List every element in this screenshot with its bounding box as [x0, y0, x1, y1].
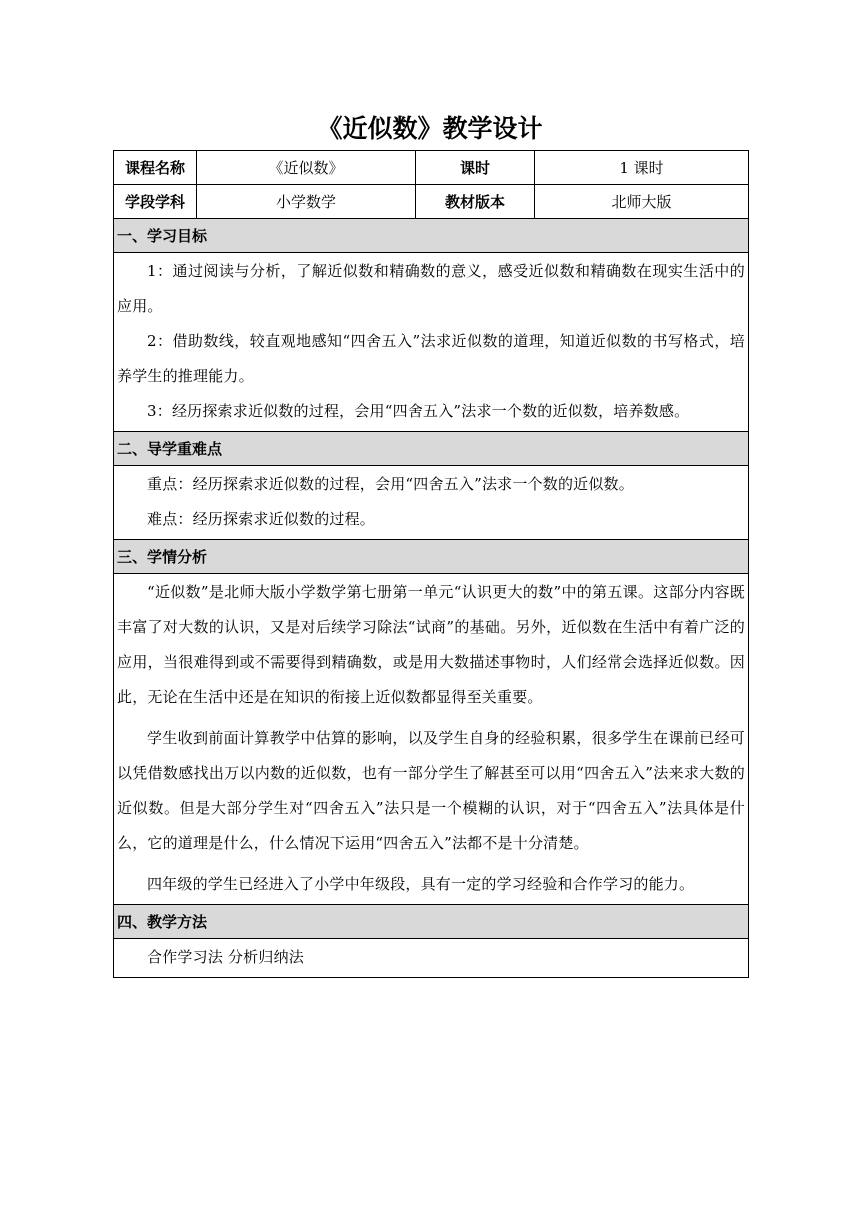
textbook-edition-value: 北师大版 [535, 185, 749, 219]
info-row-course [114, 151, 749, 185]
document-title: 《近似数》教学设计 [317, 114, 543, 143]
lesson-plan-table [113, 150, 749, 978]
paragraph: 合作学习法 分析归纳法 [147, 948, 304, 966]
section-content [114, 253, 749, 432]
section-body-analysis [114, 574, 749, 905]
section-header-analysis [114, 540, 749, 574]
paragraph: 3：经历探索求近似数的过程，会用“四舍五入”法求一个数的近似数，培养数感。 [147, 402, 690, 420]
paragraph: 1：通过阅读与分析，了解近似数和精确数的意义，感受近似数和精确数在现实生活中的应用。 [117, 262, 745, 315]
stage-subject-label: 学段学科 [114, 185, 197, 219]
section-body-methods [114, 939, 749, 978]
section-body-key-points [114, 466, 749, 540]
section-content [114, 574, 749, 905]
course-name-value: 《近似数》 [197, 151, 416, 185]
section-header-methods [114, 905, 749, 939]
section-heading: 二、导学重难点 [114, 432, 749, 466]
textbook-edition-label: 教材版本 [416, 185, 535, 219]
info-row-stage [114, 185, 749, 219]
section-content [114, 466, 749, 540]
course-name-label: 课程名称 [114, 151, 197, 185]
paragraph: 2：借助数线，较直观地感知“四舍五入”法求近似数的道理，知道近似数的书写格式，培养学生的推理能力。 [117, 332, 745, 385]
paragraph: 学生收到前面计算教学中估算的影响，以及学生自身的经验积累，很多学生在课前已经可以凭借数感找出万以内数的近似数，也有一部分学生了解甚至可以用“四舍五入”法来求大数的近似数。但是大部分学生对“四舍五入”法只是一个模糊的认识，对于“四舍五入”法具体是什么，它的道理是什么，什么情况下运用“四舍五入”法都不是十分清楚。 [117, 729, 745, 852]
periods-label: 课时 [416, 151, 535, 185]
section-header-key-points [114, 432, 749, 466]
section-heading: 四、教学方法 [114, 905, 749, 939]
section-heading: 三、学情分析 [114, 540, 749, 574]
section-header-goals [114, 219, 749, 253]
paragraph: 重点：经历探索求近似数的过程，会用“四舍五入”法求一个数的近似数。 [147, 475, 634, 493]
section-content [114, 939, 749, 978]
paragraph: 难点：经历探索求近似数的过程。 [147, 510, 376, 528]
periods-value: 1 课时 [535, 151, 749, 185]
paragraph: 四年级的学生已经进入了小学中年级段，具有一定的学习经验和合作学习的能力。 [147, 875, 695, 893]
section-heading: 一、学习目标 [114, 219, 749, 253]
paragraph: “近似数”是北师大版小学数学第七册第一单元“认识更大的数”中的第五课。这部分内容既丰富了对大数的认识，又是对后续学习除法“试商”的基础。另外，近似数在生活中有着广泛的应用，当很难得到或不需要得到精确数，或是用大数描述事物时，人们经常会选择近似数。因此，无论在生活中还是在知识的衔接上近似数都显得至关重要。 [117, 583, 745, 706]
section-body-goals [114, 253, 749, 432]
stage-subject-value: 小学数学 [197, 185, 416, 219]
